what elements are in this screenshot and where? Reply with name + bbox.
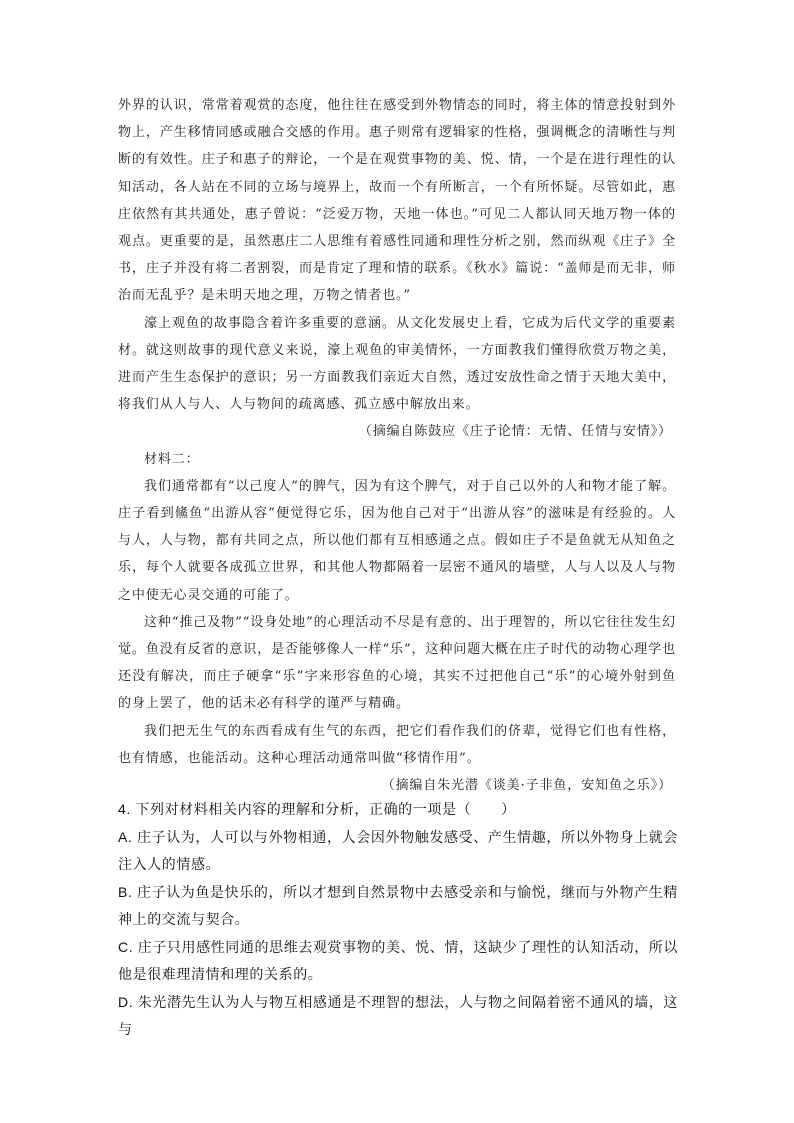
passage-paragraph: 外界的认识，常常着观赏的态度，他往往在感受到外物情态的同时，将主体的情意投射到外物上，产生移情同感或融合交感的作用。惠子则常有逻辑家的性格，强调概念的清晰性与判断的有效性。庄子和惠子的辩论，一个是在观赏事物的美、悦、情，一个是在进行理性的认知活动，各人站在不同的立场与境界上，故而一个有所断言，一个有所怀疑。尽管如此，惠庄依然有其共通处，惠子曾说：“泛爱万物，天地一体也。”可见二人都认同天地万物一体的观点。更重要的是，虽然惠庄二人思维有着感性同通和理性分析之别，然而纵观《庄子》全书，庄子并没有将二者割裂，而是肯定了理和情的联系。《秋水》篇说：“盖师是而无非，师治而无乱乎？是未明天地之理，万物之情者也。” bbox=[118, 98, 676, 304]
passage-paragraph: 这种“推己及物”“设身处地”的心理活动不尽是有意的、出于理智的，所以它往往发生幻觉。鱼没有反省的意识，是否能够像人一样“乐”，这种问题大概在庄子时代的动物心理学也还没有解决，而庄子硬拿“乐”字来形容鱼的心境，其实不过把他自己“乐”的心境外射到鱼的身上罢了，他的话未必有科学的谨严与精确。 bbox=[118, 614, 676, 712]
material-heading: 材料二： bbox=[144, 451, 200, 467]
passage-paragraph: 濠上观鱼的故事隐含着许多重要的意涵。从文化发展史上看，它成为后代文学的重要素材。就这则故事的现代意义来说，濠上观鱼的审美情怀，一方面教我们懂得欣赏万物之美，进而产生生态保护的意识；另一方面教我们亲近大自然，透过安放性命之情于天地大美中，将我们从人与人、人与物间的疏离感、孤立感中解放出来。 bbox=[118, 315, 676, 413]
citation: （摘编自朱光潜《谈美·子非鱼，安知鱼之乐》） bbox=[381, 778, 672, 794]
citation: （摘编自陈鼓应《庄子论情：无情、任情与安情》） bbox=[358, 424, 672, 440]
passage-paragraph: 我们把无生气的东西看成有生气的东西，把它们看作我们的侪辈，觉得它们也有性格，也有情感，也能活动。这种心理活动通常叫做“移情作用”。 bbox=[118, 723, 676, 766]
question-stem-text: 4. 下列对材料相关内容的理解和分析，正确的一项是（ bbox=[118, 801, 472, 817]
option-c: C. 庄子只用感性同通的思维去观赏事物的美、悦、情，这缺少了理性的认知活动，所以他是很难理清情和理的关系的。 bbox=[118, 938, 678, 982]
option-a: A. 庄子认为，人可以与外物相通，人会因外物触发感受、产生情趣，所以外物身上就会注入人的情感。 bbox=[118, 828, 678, 872]
option-d: D. 朱光潜先生认为人与物互相感通是不理智的想法，人与物之间隔着密不通风的墙，这与 bbox=[118, 993, 678, 1037]
option-b: B. 庄子认为鱼是快乐的，所以才想到自然景物中去感受亲和与愉悦，继而与外物产生精神上的交流与契合。 bbox=[118, 883, 678, 927]
passage-paragraph: 我们通常都有“以己度人”的脾气，因为有这个脾气，对于自己以外的人和物才能了解。庄子看到鯈鱼“出游从容”便觉得它乐，因为他自己对于“出游从容”的滋味是有经验的。人与人，人与物，都有共同之点，所以他们都有互相感通之点。假如庄子不是鱼就无从知鱼之乐，每个人就要各成孤立世界，和其他人物都隔着一层密不通风的墙壁，人与人以及人与物之中使无心灵交通的可能了。 bbox=[118, 478, 676, 603]
reading-passage bbox=[118, 92, 676, 799]
question-stem-close: ） bbox=[501, 801, 516, 817]
question-block bbox=[118, 796, 678, 1044]
question-stem bbox=[118, 796, 678, 824]
